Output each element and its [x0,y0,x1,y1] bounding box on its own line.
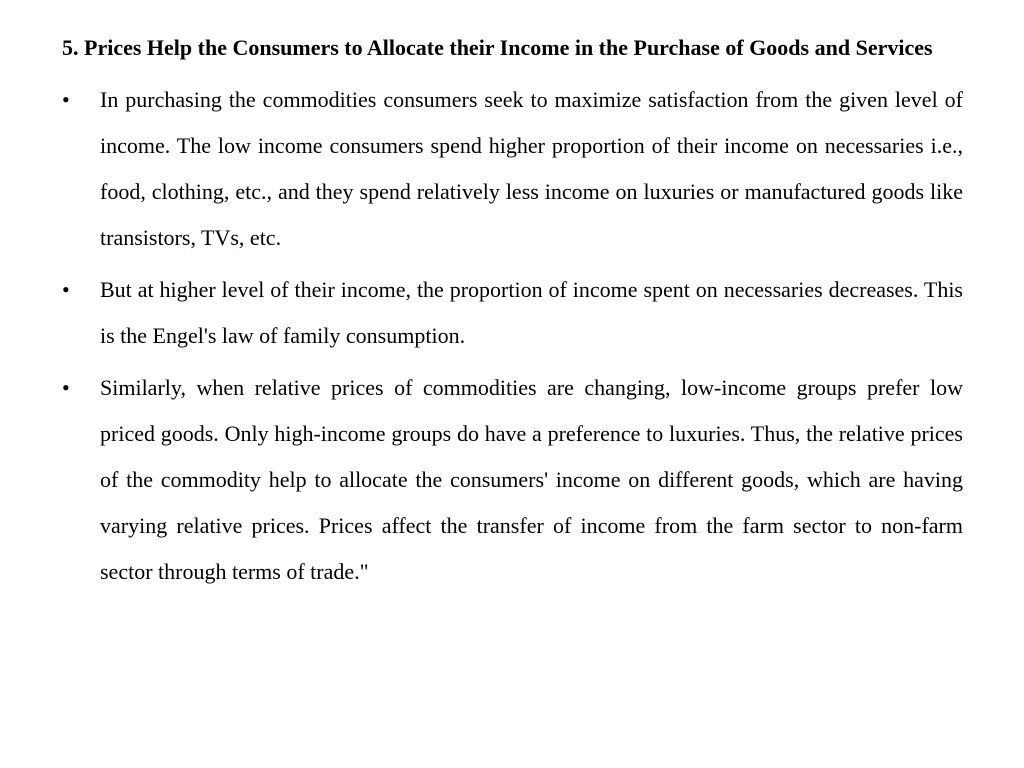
bullet-text: Similarly, when relative prices of commodities are changing, low-income groups prefer low priced goods. Only high-income groups do have a preference to luxuries. Thus, the relative prices of the commodity help to allocate the consumers' income on different goods, which are having varying relative prices. Prices affect the transfer of income from the farm sector to non-farm sector through terms of trade." [100,375,963,584]
slide-content [62,25,963,595]
bullet-icon: • [62,87,70,112]
bullet-text: In purchasing the commodities consumers seek to maximize satisfaction from the given level of income. The low income consumers spend higher proportion of their income on necessaries i.e., food, clothing, etc., and they spend relatively less income on luxuries or manufactured goods like transistors, TVs, etc. [100,87,963,250]
bullet-icon: • [62,375,70,400]
bullet-list [62,77,963,595]
list-item [62,365,963,595]
bullet-icon: • [62,277,70,302]
section-heading: 5. Prices Help the Consumers to Allocate their Income in the Purchase of Goods and Services [62,35,933,60]
bullet-text: But at higher level of their income, the proportion of income spent on necessaries decreases. This is the Engel's law of family consumption. [100,277,963,348]
list-item [62,77,963,261]
list-item [62,267,963,359]
